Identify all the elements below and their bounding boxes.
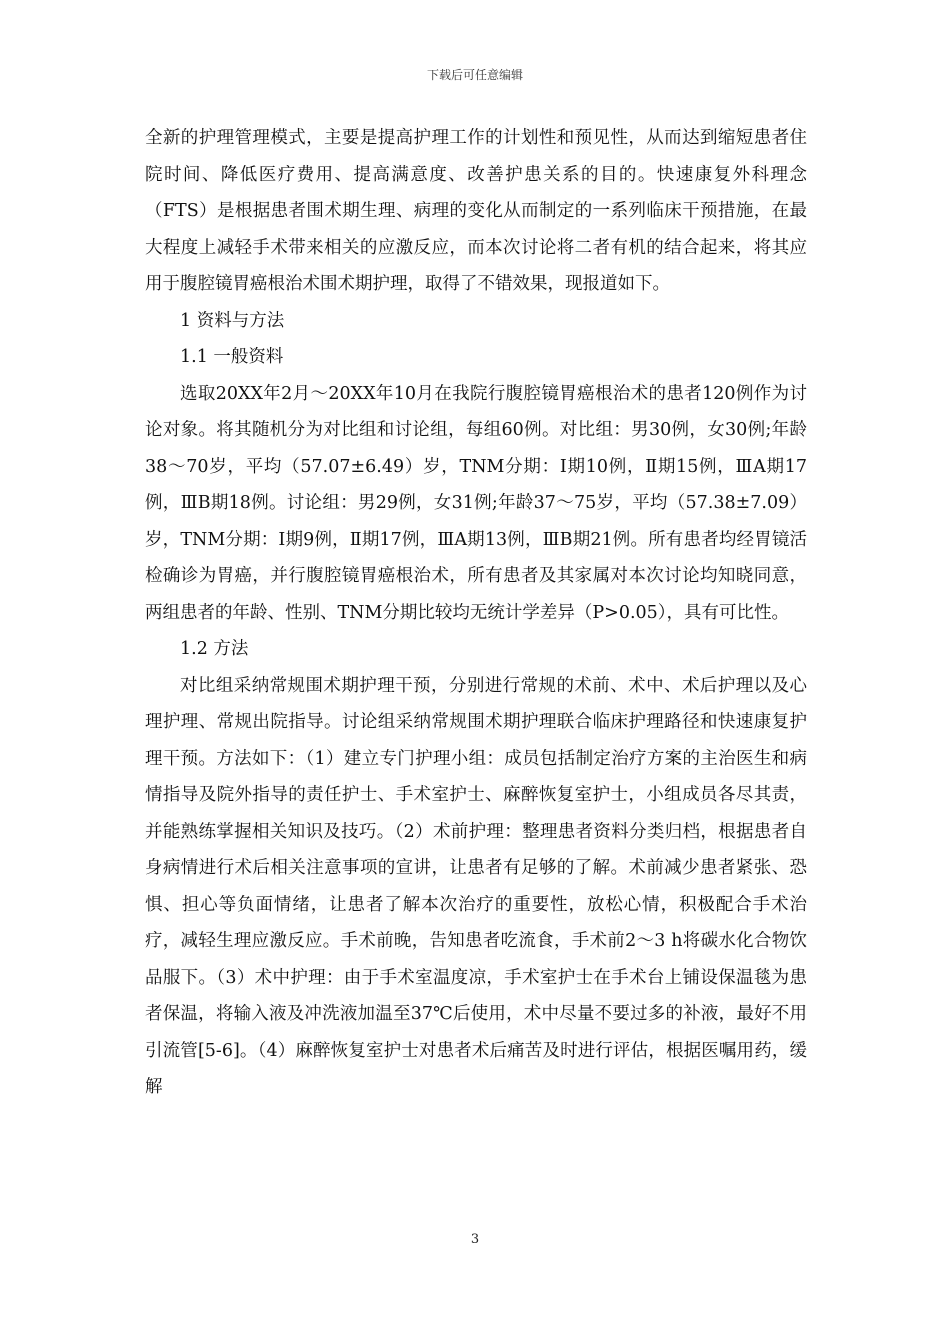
paragraph-general-data: 选取20XX年2月～20XX年10月在我院行腹腔镜胃癌根治术的患者120例作为讨论对象。将其随机分为对比组和讨论组，每组60例。对比组：男30例，女30例;年龄38～70岁，平均（57.07±6.49）岁，TNM分期：Ⅰ期10例，Ⅱ期15例，ⅢA期17例，ⅢB期18例。讨论组：男29例，女31例;年龄37～75岁，平均（57.38±7.09）岁，TNM分期：Ⅰ期9例，Ⅱ期17例，ⅢA期13例，ⅢB期21例。所有患者均经胃镜活检确诊为胃癌，并行腹腔镜胃癌根治术，所有患者及其家属对本次讨论均知晓同意，两组患者的年龄、性别、TNM分期比较均无统计学差异（P>0.05），具有可比性。 (145, 383, 807, 623)
page-number: 3 (470, 1232, 480, 1247)
subsection-heading-1-1: 1.1 一般资料 (180, 347, 284, 367)
document-body (145, 120, 807, 1106)
paragraph-methods: 对比组采纳常规围术期护理干预，分别进行常规的术前、术中、术后护理以及心理护理、常规出院指导。讨论组采纳常规围术期护理联合临床护理路径和快速康复护理干预。方法如下：（1）建立专门护理小组：成员包括制定治疗方案的主治医生和病情指导及院外指导的责任护士、手术室护士、麻醉恢复室护士，小组成员各尽其责，并能熟练掌握相关知识及技巧。（2）术前护理：整理患者资料分类归档，根据患者自身病情进行术后相关注意事项的宣讲，让患者有足够的了解。术前减少患者紧张、恐惧、担心等负面情绪，让患者了解本次治疗的重要性，放松心情，积极配合手术治疗，减轻生理应激反应。手术前晚，告知患者吃流食，手术前2～3 h将碳水化合物饮品服下。（3）术中护理：由于手术室温度凉，手术室护士在手术台上铺设保温毯为患者保温，将输入液及冲洗液加温至37℃后使用，术中尽量不要过多的补液，最好不用引流管[5-6]。（4）麻醉恢复室护士对患者术后痛苦及时进行评估，根据医嘱用药，缓解 (145, 675, 807, 1097)
section-heading-1: 1 资料与方法 (180, 310, 285, 331)
page-header: 下载后可任意编辑 (426, 68, 523, 82)
paragraph-intro: 全新的护理管理模式，主要是提高护理工作的计划性和预见性，从而达到缩短患者住院时间、降低医疗费用、提高满意度、改善护患关系的目的。快速康复外科理念（FTS）是根据患者围术期生理、病理的变化从而制定的一系列临床干预措施，在最大程度上减轻手术带来相关的应激反应，而本次讨论将二者有机的结合起来，将其应用于腹腔镜胃癌根治术围术期护理，取得了不错效果，现报道如下。 (145, 128, 807, 294)
subsection-heading-1-2: 1.2 方法 (180, 639, 249, 659)
